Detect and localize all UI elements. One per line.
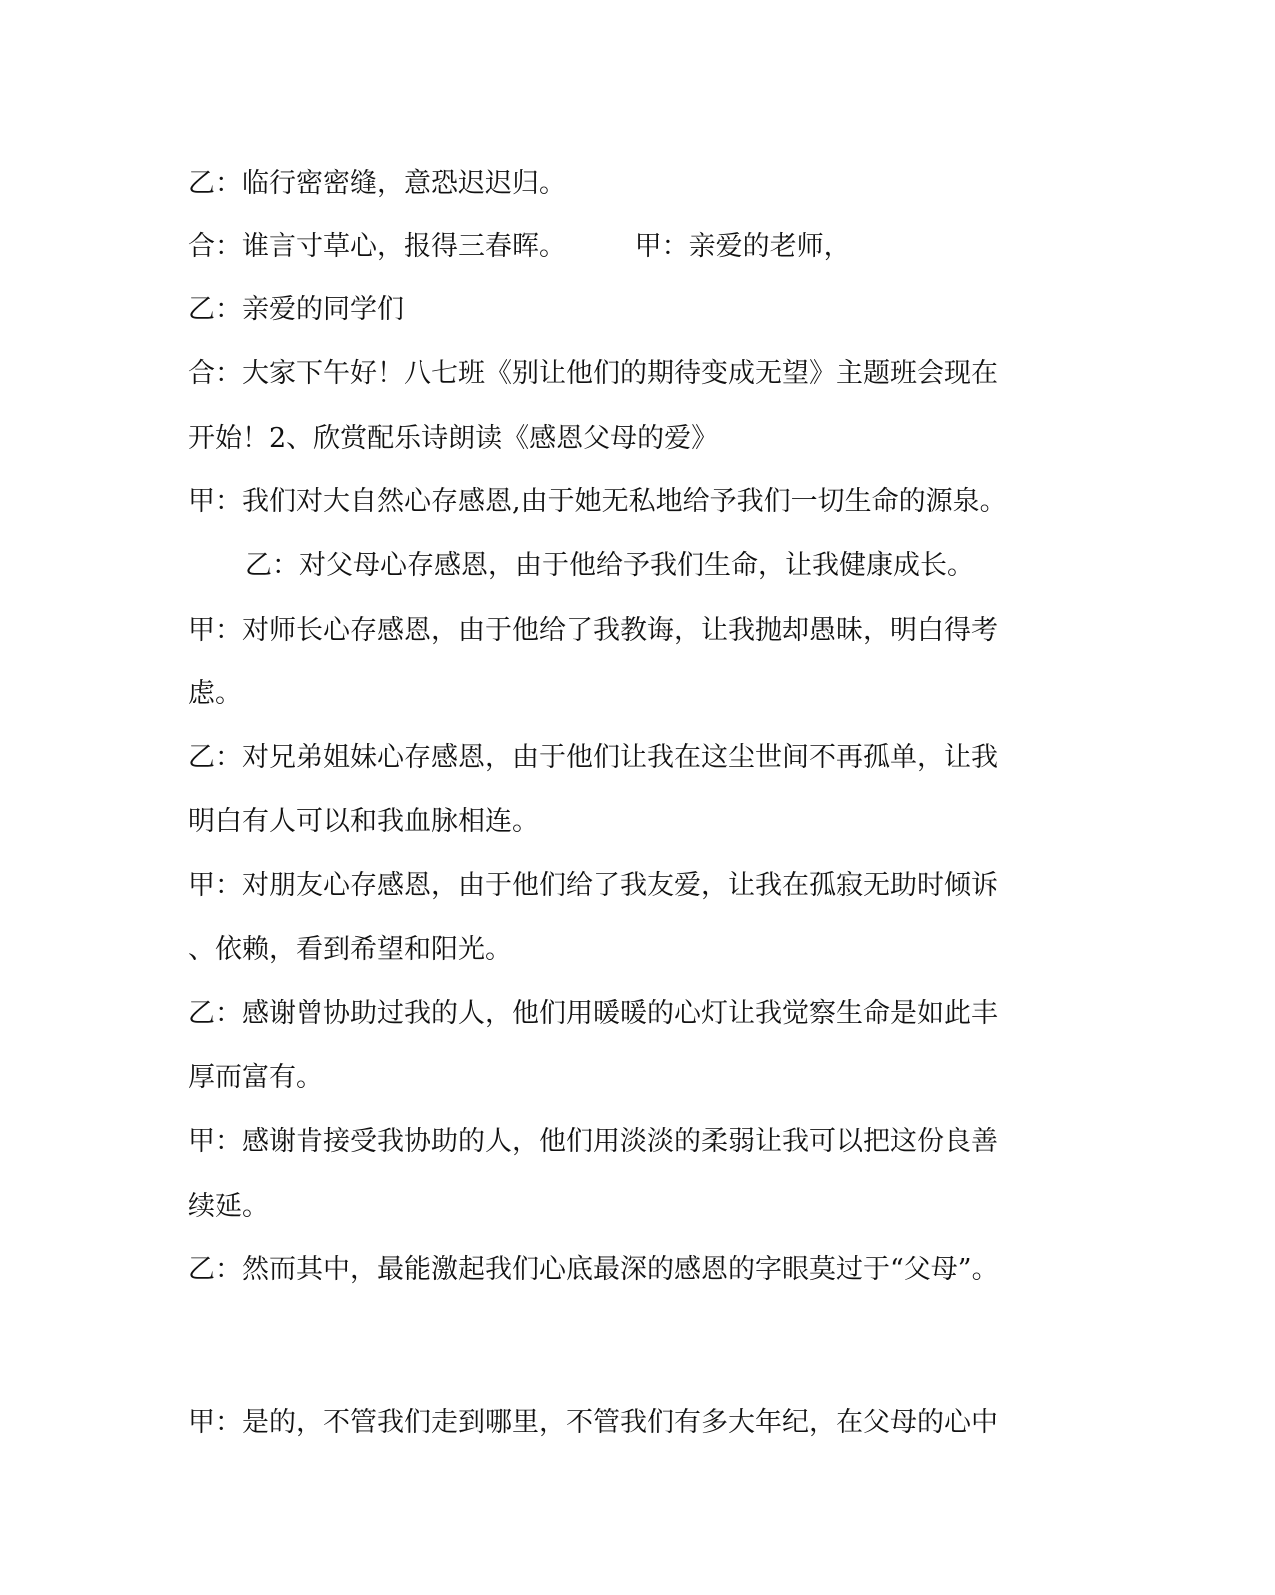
text-line-14: 乙：感谢曾协助过我的人，他们用暖暖的心灯让我觉察生命是如此丰 bbox=[188, 998, 998, 1029]
text-line-12: 甲：对朋友心存感恩，由于他们给了我友爱，让我在孤寂无助时倾诉 bbox=[188, 870, 998, 901]
text-line-15: 厚而富有。 bbox=[188, 1062, 323, 1093]
text-line-16: 甲：感谢肯接受我协助的人，他们用淡淡的柔弱让我可以把这份良善 bbox=[188, 1126, 998, 1157]
text-line-19: 甲：是的，不管我们走到哪里，不管我们有多大年纪，在父母的心中 bbox=[188, 1407, 998, 1438]
text-line-7-indented: 乙：对父母心存感恩，由于他给予我们生命，让我健康成长。 bbox=[245, 550, 974, 581]
text-line-3: 乙：亲爱的同学们 bbox=[188, 294, 404, 325]
text-line-10: 乙：对兄弟姐妹心存感恩，由于他们让我在这尘世间不再孤单，让我 bbox=[188, 742, 998, 773]
text-line-18: 乙：然而其中，最能激起我们心底最深的感恩的字眼莫过于“父母”。 bbox=[188, 1254, 999, 1285]
text-line-8: 甲：对师长心存感恩，由于他给了我教诲，让我抛却愚昧，明白得考 bbox=[188, 615, 998, 646]
text-line-6: 甲：我们对大自然心存感恩,由于她无私地给予我们一切生命的源泉。 bbox=[188, 486, 1007, 517]
text-line-2: 合：谁言寸草心，报得三春晖。 甲：亲爱的老师， bbox=[188, 231, 851, 262]
text-line-11: 明白有人可以和我血脉相连。 bbox=[188, 806, 539, 837]
text-line-9: 虑。 bbox=[188, 678, 242, 709]
text-line-13: 、依赖，看到希望和阳光。 bbox=[188, 934, 512, 965]
text-line-4: 合：大家下午好！八七班《别让他们的期待变成无望》主题班会现在 bbox=[188, 358, 998, 389]
text-line-17: 续延。 bbox=[188, 1191, 269, 1222]
text-line-1: 乙：临行密密缝，意恐迟迟归。 bbox=[188, 168, 566, 199]
text-line-5: 开始！2、欣赏配乐诗朗读《感恩父母的爱》 bbox=[188, 423, 719, 454]
